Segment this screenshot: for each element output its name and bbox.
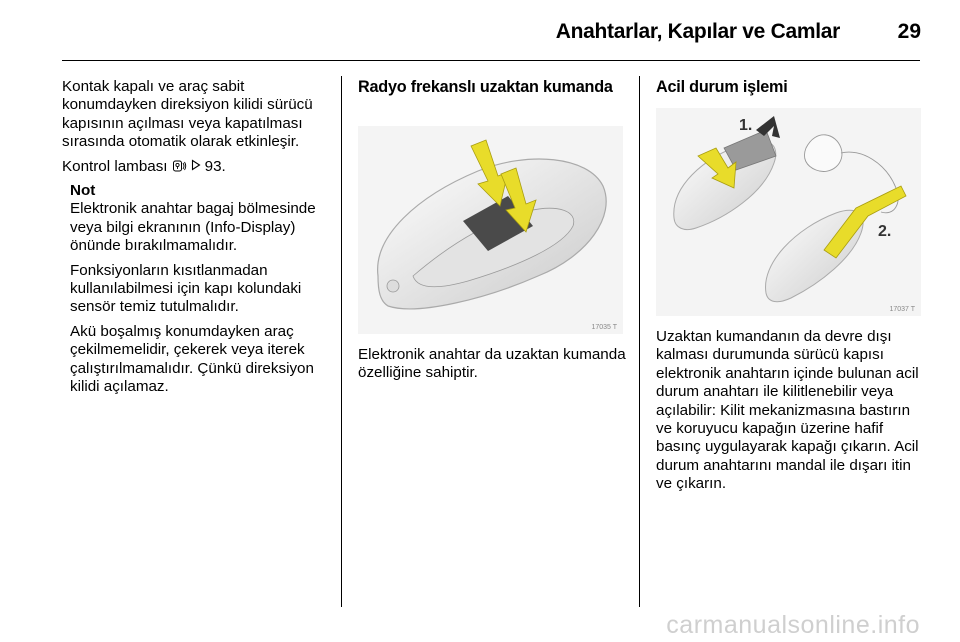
note-box: [70, 182, 332, 396]
emergency-paragraph: Uzaktan kumandanın da devre dışı kalması durumunda sürücü kapısı elektronik anahtarın içinde bulunan acil durum anahtarı ile kilitlenebilir veya açılabilir: Kilit mekanizmasına bastırın ve koruyucu kapağın üzerine hafif basınç uygulayarak kapağı çıkarın. Acil durum anahtarını mandal ile dışarı itin ve çıkarın.: [656, 328, 919, 493]
lamp-paragraph: [62, 158, 332, 176]
page-reference-icon: [191, 159, 205, 174]
header-title: Anahtarlar, Kapılar ve Camlar: [555, 20, 840, 43]
figure-label: 17037 T: [889, 306, 915, 313]
figure-emergency-key: [656, 108, 921, 316]
step-1-label: 1.: [739, 117, 753, 134]
note-item: Akü boşalmış konumdayken araç çekilmemelidir, çekerek veya iterek çalıştırılmamalıdır. Çünkü direksiyon kilidi açılamaz.: [70, 322, 314, 396]
figure-label: 17035 T: [591, 324, 617, 331]
note-item: Fonksiyonların kısıtlanmadan kullanılabilmesi için kapı kolundaki sensör temiz tutulmalıdır.: [70, 261, 302, 316]
page-number: 29: [897, 20, 921, 43]
note-title: Not: [70, 182, 96, 200]
column-divider-1: [341, 76, 342, 607]
note-item: Elektronik anahtar bagaj bölmesinde veya bilgi ekranının (Info-Display) önünde bırakılmamalıdır.: [70, 200, 316, 255]
header-rule: [62, 60, 920, 61]
column-1: [62, 78, 332, 403]
step-2-label: 2.: [878, 223, 892, 240]
column-3-body: [656, 328, 924, 500]
steering-lock-lamp-icon: [172, 159, 187, 175]
remote-key-illustration: [358, 126, 623, 334]
column-divider-2: [639, 76, 640, 607]
emergency-key-illustration: [656, 108, 921, 316]
column-2-body: [358, 346, 628, 389]
section-heading-remote: Radyo frekanslı uzaktan kumanda: [358, 78, 613, 96]
column-3: [656, 78, 924, 97]
watermark: carmanualsonline.info: [666, 611, 920, 639]
section-heading-emergency: Acil durum işlemi: [656, 78, 788, 96]
column-2: [358, 78, 628, 97]
lamp-text: Kontrol lambası: [62, 157, 168, 175]
direction-lock-paragraph: Kontak kapalı ve araç sabit konumdayken direksiyon kilidi sürücü kapısının açılması veya kapatılması sırasında otomatik olarak etkinleşir.: [62, 78, 313, 151]
remote-paragraph: Elektronik anahtar da uzaktan kumanda özelliğine sahiptir.: [358, 346, 626, 382]
page-reference: 93.: [204, 157, 226, 175]
figure-remote-key: [358, 126, 623, 334]
